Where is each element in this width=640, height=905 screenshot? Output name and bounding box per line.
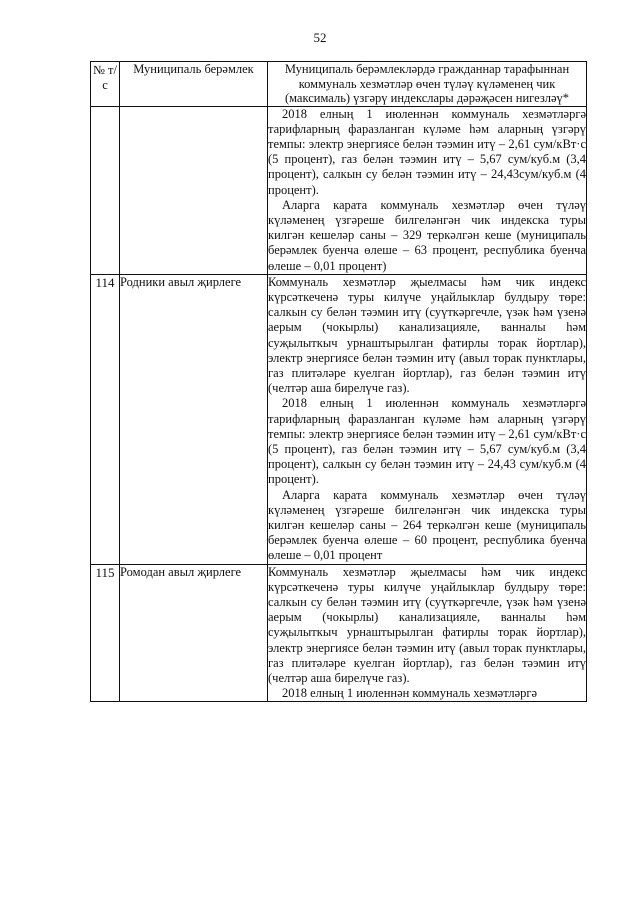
municipal-table: [90, 61, 587, 702]
municipality-name: Ромодан авыл җирлеге: [120, 564, 268, 702]
paragraph: 2018 елның 1 июленнән коммуналь хезмәтләргә тарифларның фаразланган күләме һәм аларның үзгәрү темпы: электр энергиясе белән тәэмин итү – 2,61 сум/кВт·с (5 процент), газ белән тәэмин итү – 5,67 сум/куб.м (3,4 процент), салкын су белән тәэмин итү – 24,43 сум/куб.м (4 процент).: [268, 396, 586, 487]
municipality-name: Родники авыл җирлеге: [120, 274, 268, 564]
description-cell: [268, 274, 587, 564]
description-cell: [268, 106, 587, 274]
paragraph: 2018 елның 1 июленнән коммуналь хезмәтләргә тарифларның фаразланган күләме һәм аларның үзгәрү темпы: электр энергиясе белән тәэмин итү – 2,61 сум/кВт·с (5 процент), газ белән тәэмин итү – 5,67 сум/куб.м (3,4 процент), салкын су белән тәэмин итү – 24,43сум/куб.м (4 процент).: [268, 106, 586, 197]
paragraph: Коммуналь хезмәтләр җыелмасы һәм чик индекс күрсәткеченә туры килүче уңайлыклар булдыру төре: салкын су белән тәэмин итү (суүткәргечле, үзәк һәм үзенә аерым (чокырлы) канализацияле, ванналы һәм суҗылыткыч урнаштырылган фатирлы торак йортлар), электр энергиясе белән тәэмин итү (авыл торак пунктлары, газ плитәләре куелган йортлар), газ белән тәэмин итү (челтәр аша бирелүче газ).: [268, 274, 586, 396]
municipality-name: [120, 106, 268, 274]
table-row: [91, 274, 587, 564]
row-number: 115: [91, 564, 120, 702]
header-col-description: Муниципаль берәмлекләрдә гражданнар тарафыннан коммуналь хезмәтләр өчен түләү күләменең чик (максималь) үзгәрү индекслары дәрәҗәсен нигезләү*: [268, 62, 587, 107]
table-row: [91, 106, 587, 274]
table-header-row: [91, 62, 587, 107]
row-number: [91, 106, 120, 274]
row-number: 114: [91, 274, 120, 564]
page-number: 52: [313, 30, 327, 45]
paragraph: Коммуналь хезмәтләр җыелмасы һәм чик индекс күрсәткеченә туры килүче уңайлыклар булдыру төре: салкын су белән тәэмин итү (суүткәргечле, үзәк һәм үзенә аерым (чокырлы) канализацияле, ванналы һәм суҗылыткыч урнаштырылган фатирлы торак йортлар), электр энергиясе белән тәэмин итү (авыл торак пунктлары, газ плитәләре куелган йортлар), газ белән тәэмин итү (челтәр аша бирелүче газ).: [268, 564, 586, 686]
paragraph: 2018 елның 1 июленнән коммуналь хезмәтләргә: [282, 686, 538, 701]
paragraph: Аларга карата коммуналь хезмәтләр өчен түләү күләменең үзгәреше билгеләнгән чик индекска туры килгән кешеләр саны – 329 теркәлгән кеше (муниципаль берәмлек буенча өлеше – 63 процент, республика буенча өлеше – 0,01 процент): [268, 197, 586, 273]
table-row: [91, 564, 587, 702]
paragraph: Аларга карата коммуналь хезмәтләр өчен түләү күләменең үзгәреше билгеләнгән чик индекска туры килгән кешеләр саны – 264 теркәлгән кеше (муниципаль берәмлек буенча өлеше – 60 процент, республика буенча өлеше – 0,01 процент: [268, 487, 586, 563]
description-cell: [268, 564, 587, 702]
header-col-municipality: Муниципаль берәмлек: [120, 62, 268, 107]
header-col-no: № т/с: [91, 62, 120, 107]
